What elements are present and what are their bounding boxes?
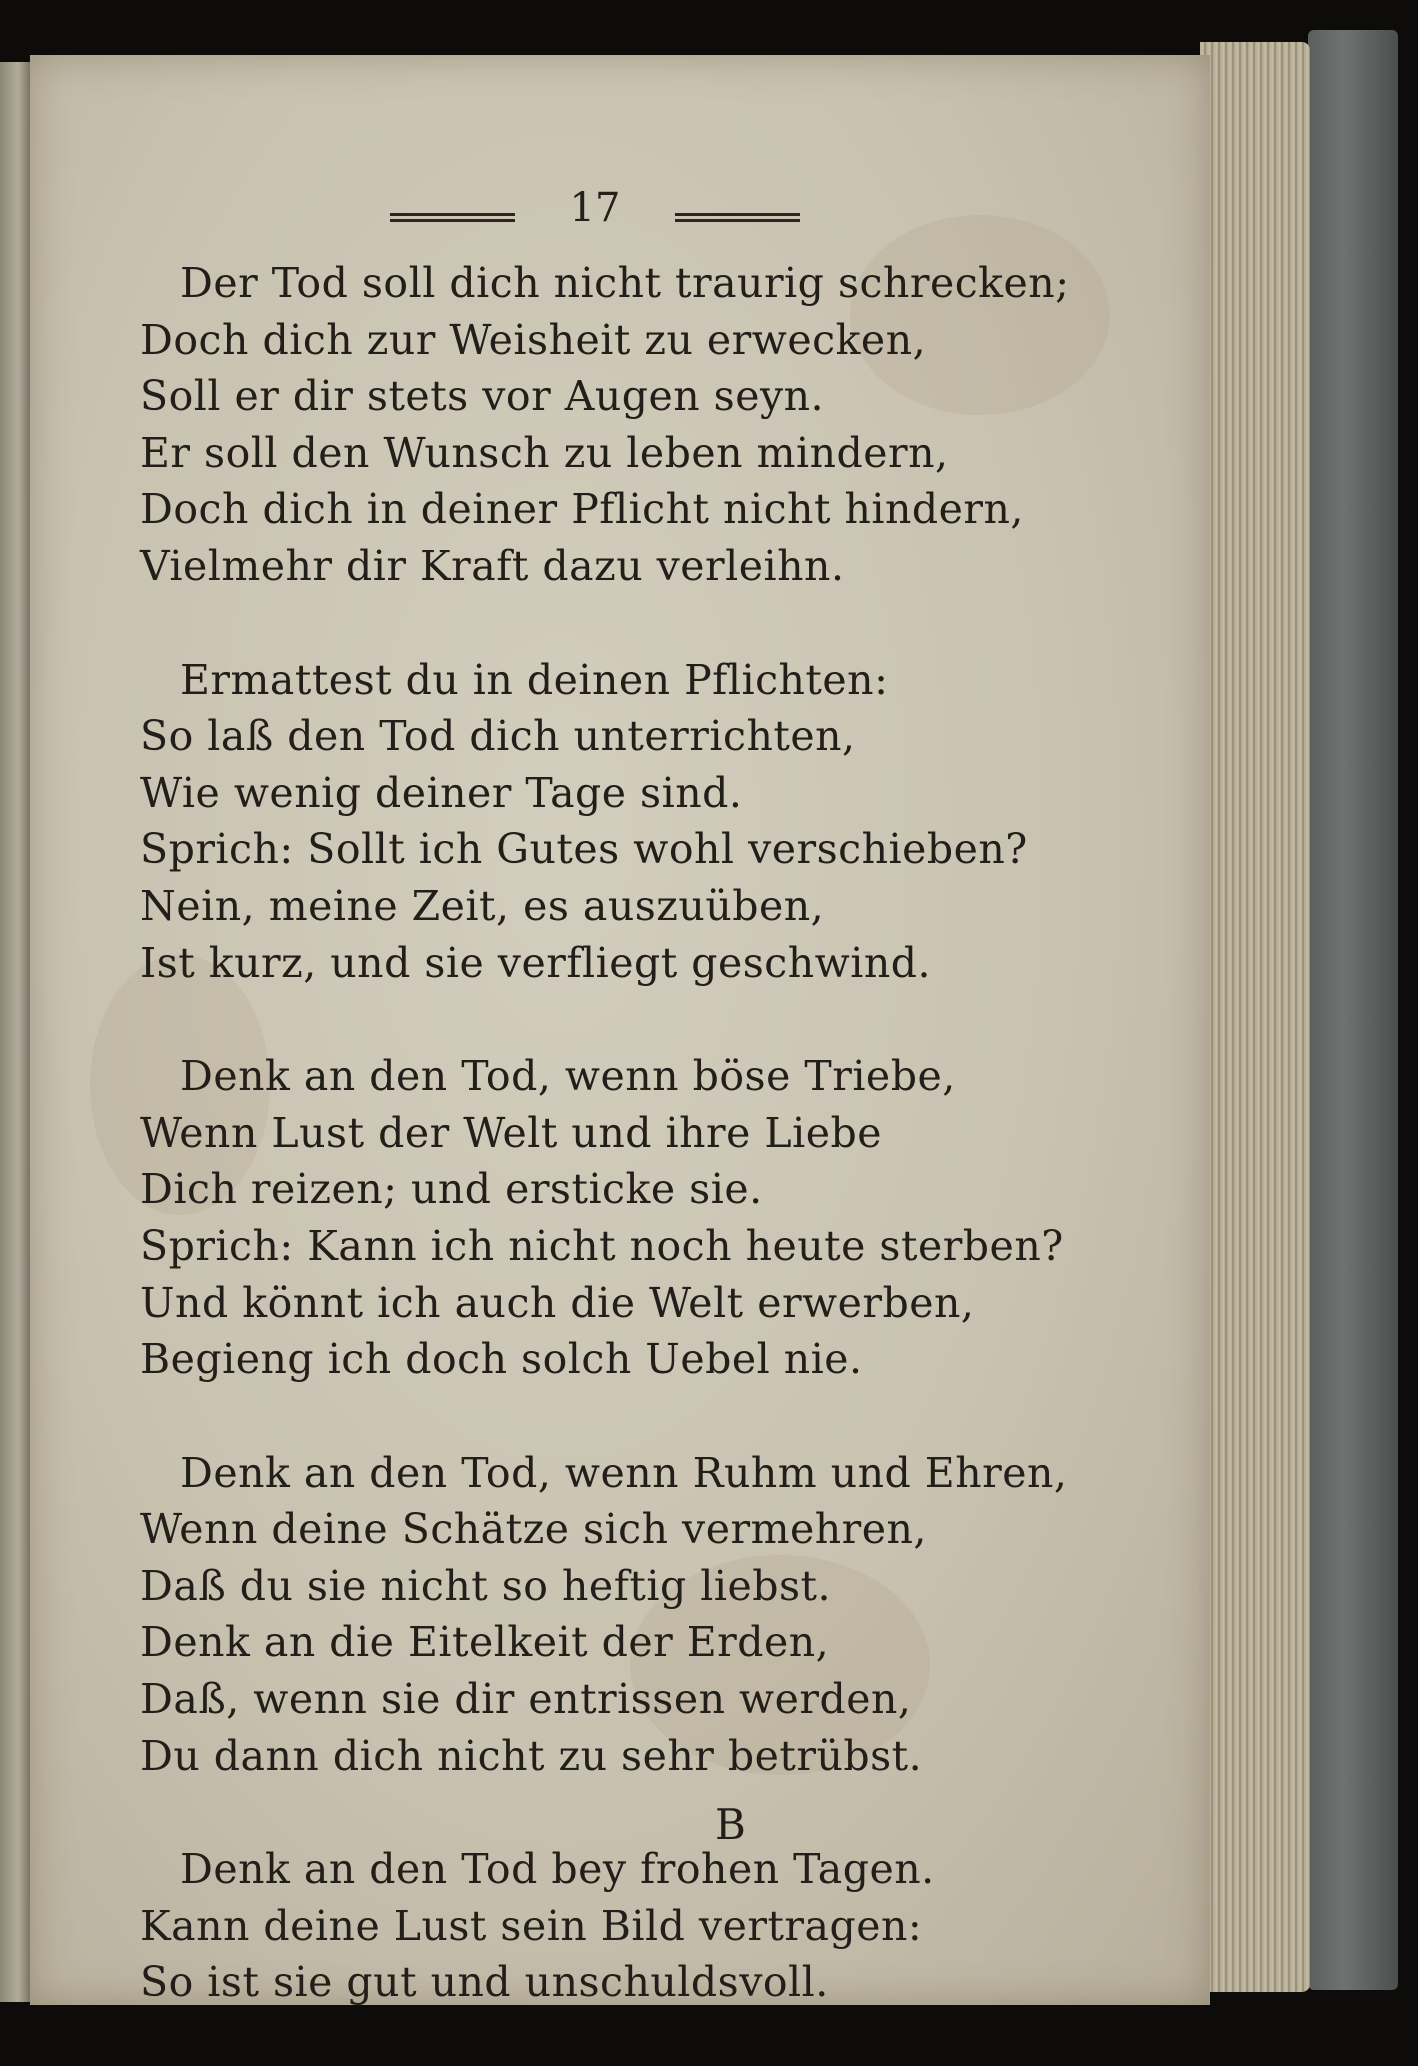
stanza-2 (140, 652, 1180, 992)
verse-line: Er soll den Wunsch zu leben mindern, (140, 428, 949, 477)
catchword: B (715, 1800, 746, 1849)
verse-line: Ist kurz, und sie verfliegt geschwind. (140, 938, 932, 987)
verse-line: Denk an die Eitelkeit der Erden, (140, 1618, 830, 1667)
stanza-3 (140, 1048, 1180, 1388)
verse-line: Wie wenig deiner Tage sind. (140, 768, 743, 817)
verse-line: Und könnt ich auch die Welt erwerben, (140, 1278, 975, 1327)
verse-line: Denk an den Tod, wenn böse Triebe, (180, 1052, 956, 1101)
stanza-5 (140, 1841, 1180, 2011)
verse-line: Ermattest du in deinen Pflichten: (180, 655, 889, 704)
verse-line: Sprich: Sollt ich Gutes wohl verschieben? (140, 825, 1028, 874)
verse-line: So ist sie gut und unschuldsvoll. (140, 1958, 829, 2007)
stanza-1 (140, 255, 1180, 595)
verse-line: Du dann dich nicht zu sehr betrübst. (140, 1731, 923, 1780)
header-rule-right (675, 213, 800, 222)
left-page-sliver (0, 62, 32, 2002)
verse-line: Kann deine Lust sein Bild vertragen: (140, 1901, 923, 1950)
verse-line: Sprich: Kann ich nicht noch heute sterben? (140, 1221, 1064, 1270)
page-number: 17 (569, 185, 621, 231)
verse-line: So laß den Tod dich unterrichten, (140, 712, 856, 761)
verse-line: Doch dich zur Weisheit zu erwecken, (140, 315, 927, 364)
verse-line: Denk an den Tod, wenn Ruhm und Ehren, (180, 1448, 1068, 1497)
verse-line: Wenn Lust der Welt und ihre Liebe (140, 1108, 883, 1157)
verse-line: Daß du sie nicht so heftig liebst. (140, 1561, 832, 1610)
page-edges (1200, 42, 1310, 1992)
verse-line: Denk an den Tod bey frohen Tagen. (180, 1845, 935, 1894)
verse-line: Soll er dir stets vor Augen seyn. (140, 372, 825, 421)
stanza-4 (140, 1445, 1180, 1785)
poem-text (140, 255, 1180, 2066)
verse-line: Begieng ich doch solch Uebel nie. (140, 1335, 863, 1384)
book-cover-edge (1308, 30, 1398, 1990)
verse-line: Dich reizen; und ersticke sie. (140, 1165, 763, 1214)
verse-line: Der Tod soll dich nicht traurig schrecken; (180, 259, 1070, 307)
verse-line: Nein, meine Zeit, es auszuüben, (140, 881, 825, 930)
page-header (390, 185, 810, 245)
verse-line: Wenn deine Schätze sich vermehren, (140, 1505, 927, 1554)
header-rule-left (390, 213, 515, 222)
verse-line: Vielmehr dir Kraft dazu verleihn. (140, 541, 845, 590)
verse-line: Daß, wenn sie dir entrissen werden, (140, 1675, 912, 1724)
verse-line: Doch dich in deiner Pflicht nicht hindern, (140, 485, 1024, 534)
